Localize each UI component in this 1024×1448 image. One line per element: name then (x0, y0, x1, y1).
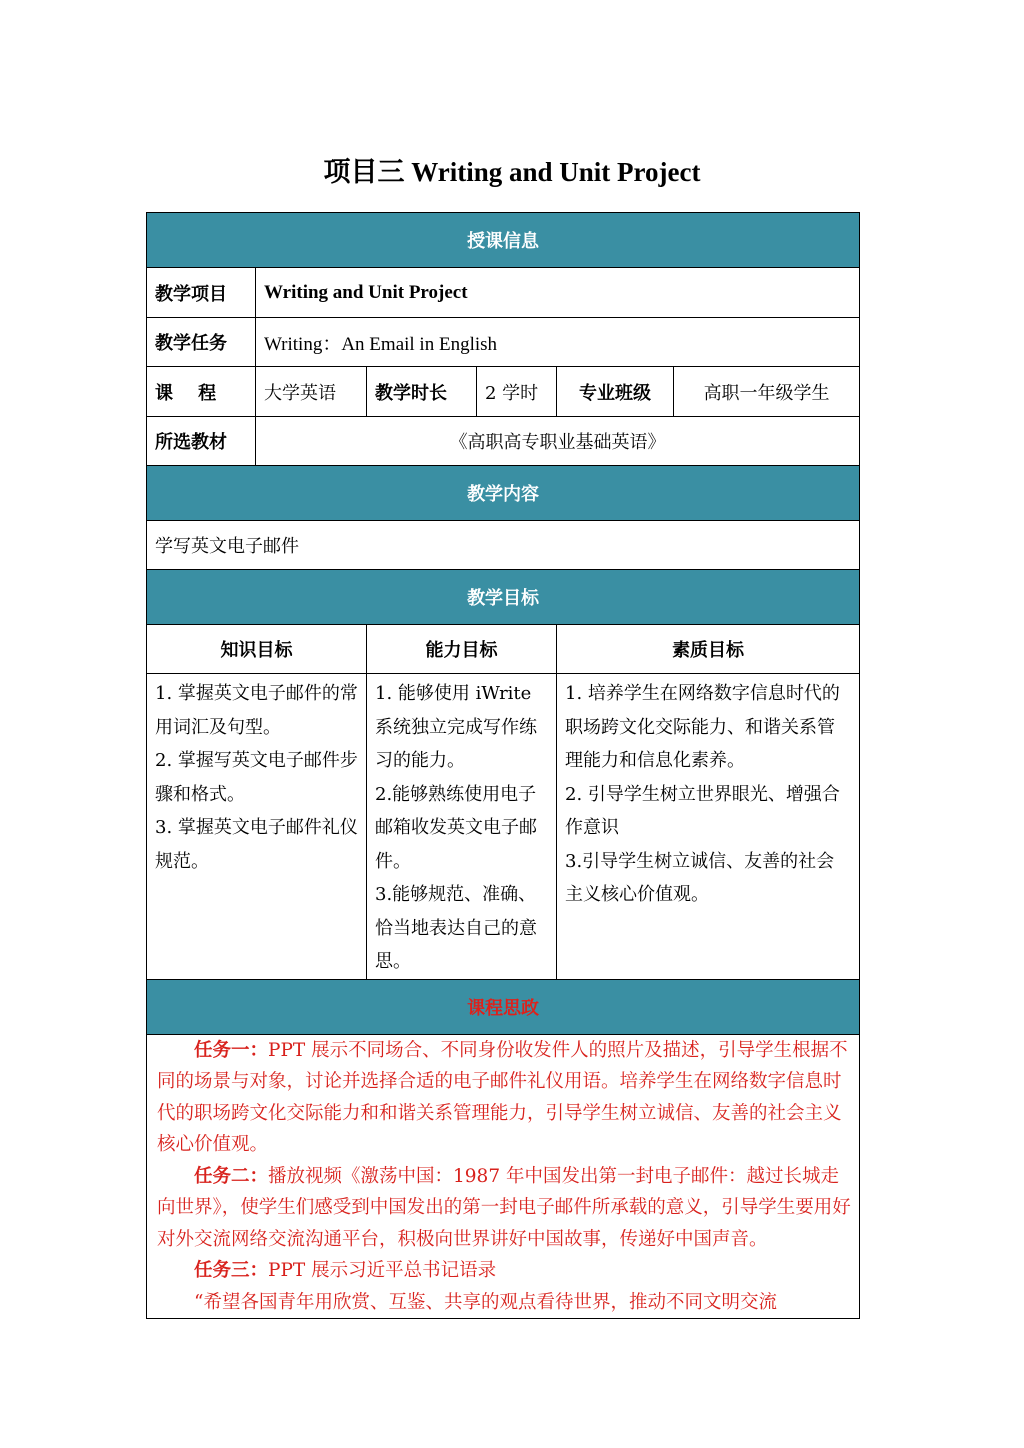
section-header-info: 授课信息 (147, 213, 860, 268)
task2-text: 播放视频《激荡中国：1987 年中国发出第一封电子邮件：越过长城走向世界》，使学生们感受到中国发出的第一封电子邮件所承载的意义，引导学生要用好对外交流网络交流沟通平台，积极向世界讲好中国故事，传递好中国声音。 (157, 1165, 851, 1250)
textbook-value: 《高职高专职业基础英语》 (256, 417, 860, 466)
class-value: 高职一年级学生 (674, 367, 860, 417)
task3-paragraph (157, 1255, 851, 1287)
task-label: 教学任务 (147, 318, 256, 367)
knowledge-goals-header: 知识目标 (147, 625, 367, 674)
task3-label: 任务三： (194, 1260, 269, 1281)
course-value: 大学英语 (256, 367, 367, 417)
duration-value: 2 学时 (477, 367, 557, 417)
quote-paragraph: “希望各国青年用欣赏、互鉴、共享的观点看待世界，推动不同文明交流 (194, 1291, 777, 1313)
project-label: 教学项目 (147, 268, 256, 318)
list-item: 1. 掌握英文电子邮件的常用词汇及句型。 (155, 683, 358, 738)
class-label: 专业班级 (557, 367, 674, 417)
quality-goals-cell (557, 674, 860, 980)
section-header-content: 教学内容 (147, 466, 860, 521)
list-item: 3.引导学生树立诚信、友善的社会主义核心价值观。 (565, 850, 835, 905)
list-item: 2.能够熟练使用电子邮箱收发英文电子邮件。 (375, 783, 537, 872)
knowledge-goals-cell (147, 674, 367, 980)
textbook-label: 所选教材 (147, 417, 256, 466)
course-label: 课 程 (147, 367, 256, 417)
ability-goals-header: 能力目标 (367, 625, 557, 674)
task1-label: 任务一： (194, 1039, 269, 1061)
lesson-plan-table (146, 212, 860, 1319)
list-item: 3. 掌握英文电子邮件礼仪规范。 (155, 817, 358, 872)
list-item: 1. 培养学生在网络数字信息时代的职场跨文化交际能力、和谐关系管理能力和信息化素养。 (565, 683, 840, 771)
list-item: 2. 引导学生树立世界眼光、增强合作意识 (565, 783, 840, 838)
page-title: 项目三 Writing and Unit Project (323, 157, 701, 187)
list-item: 3.能够规范、准确、恰当地表达自己的意思。 (375, 884, 537, 972)
task2-label: 任务二： (194, 1165, 269, 1187)
list-item: 2. 掌握写英文电子邮件步骤和格式。 (155, 750, 358, 805)
ideology-cell (147, 1034, 860, 1319)
section-header-goals: 教学目标 (147, 570, 860, 625)
task2-paragraph (157, 1161, 851, 1256)
duration-label: 教学时长 (367, 367, 477, 417)
task1-paragraph (157, 1035, 851, 1161)
task1-text: PPT 展示不同场合、不同身份收发件人的照片及描述，引导学生根据不同的场景与对象，讨论并选择合适的电子邮件礼仪用语。培养学生在网络数字信息时代的职场跨文化交际能力和和谐关系管理能力，引导学生树立诚信、友善的社会主义核心价值观。 (157, 1039, 848, 1155)
project-value: Writing and Unit Project (256, 268, 860, 318)
task-value: Writing：An Email in English (256, 318, 860, 367)
quality-goals-header: 素质目标 (557, 625, 860, 674)
task3-text: PPT 展示习近平总书记语录 (268, 1260, 497, 1281)
ability-goals-cell (367, 674, 557, 980)
content-value: 学写英文电子邮件 (147, 521, 860, 570)
section-header-ideology: 课程思政 (147, 979, 860, 1034)
list-item: 1. 能够使用 iWrite 系统独立完成写作练习的能力。 (375, 683, 537, 771)
